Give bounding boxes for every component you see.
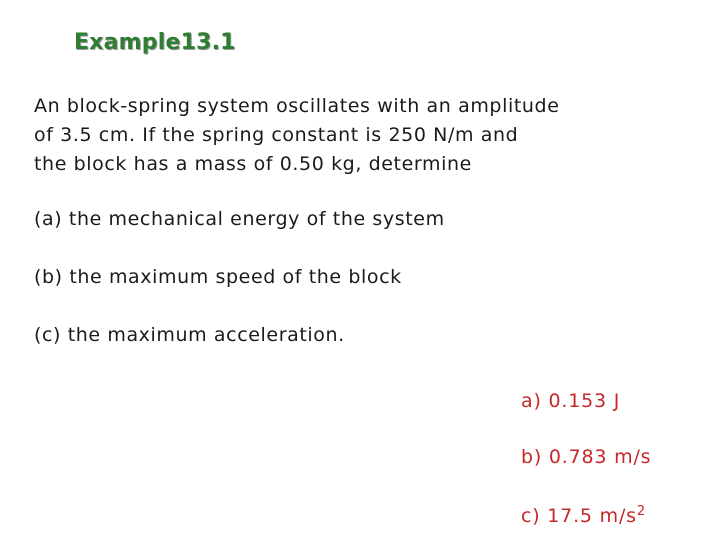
- problem-line-2: of 3.5 cm. If the spring constant is 250 N/m and: [34, 124, 519, 146]
- answer-b: b) 0.783 m/s: [521, 446, 652, 468]
- problem-line-1: An block-spring system oscillates with an amplitude: [34, 95, 560, 117]
- part-a: (a) the mechanical energy of the system: [34, 208, 445, 230]
- answer-c-value: c) 17.5 m/s: [521, 505, 637, 527]
- answer-c: [521, 504, 646, 527]
- answer-a: a) 0.153 J: [521, 390, 621, 412]
- problem-statement: [34, 92, 694, 179]
- part-b: (b) the maximum speed of the block: [34, 266, 402, 288]
- part-c: (c) the maximum acceleration.: [34, 324, 345, 346]
- slide-title: Example13.1: [74, 30, 236, 55]
- problem-line-3: the block has a mass of 0.50 kg, determine: [34, 153, 472, 175]
- answer-c-exponent: 2: [636, 504, 646, 519]
